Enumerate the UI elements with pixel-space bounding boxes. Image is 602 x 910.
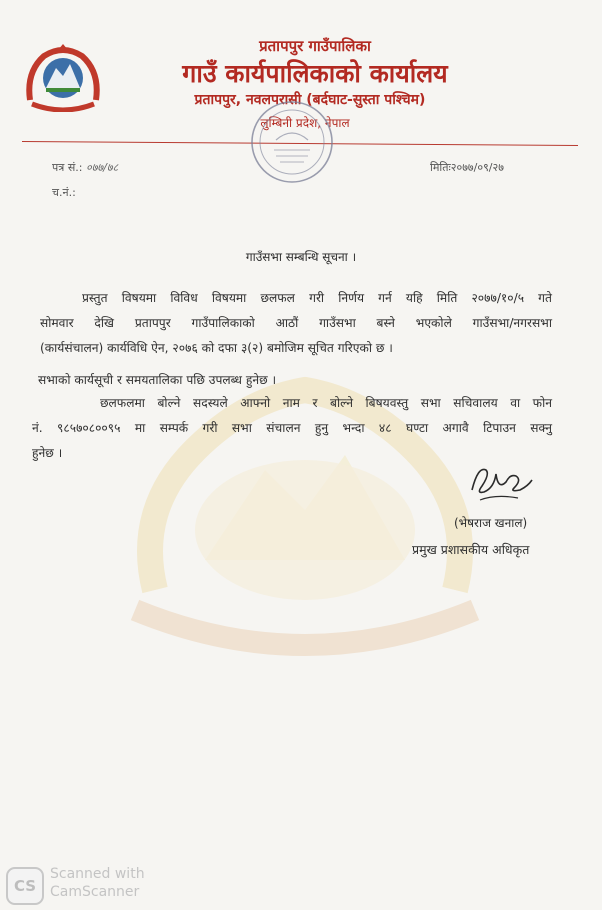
office-title: गाउँ कार्यपालिकाको कार्यालय — [182, 59, 448, 88]
notice-subject: गाउँसभा सम्बन्धि सूचना । — [245, 250, 357, 264]
scanner-app-name: CamScanner — [50, 884, 140, 900]
body-line: सोमवार देखि प्रतापपुर गाउँपालिकाको आठौं गाउँसभा बस्ने भएकोले गाउँसभा/नगरसभा — [40, 316, 552, 330]
body-line: हुनेछ । — [32, 446, 63, 460]
body-line: सभाको कार्यसूची र समयतालिका पछि उपलब्ध हुनेछ । — [38, 373, 277, 387]
municipality-name: प्रतापपुर गाउँपालिका — [259, 37, 371, 55]
office-address: प्रतापपुर, नवलपरासी (बर्दघाट-सुस्ता पश्चिम) — [194, 92, 426, 108]
body-line: छलफलमा बोल्ने सदस्यले आफ्नो नाम र बोल्ने बिषयवस्तु सभा सचिवालय वा फोन — [100, 396, 552, 410]
signature-icon — [466, 460, 536, 504]
body-line: नं. ९८५७०८००९५ मा सम्पर्क गरी सभा संचालन हुनु भन्दा ४८ घण्टा अगावै टिपाउन सक्नु — [32, 421, 552, 435]
reference-value: ०७७/७८ — [85, 161, 119, 174]
body-paragraph-3 — [32, 391, 552, 466]
province-line: लुम्बिनी प्रदेश, नेपाल — [260, 116, 350, 130]
office-seal-icon — [246, 96, 338, 188]
reference-number — [52, 160, 118, 175]
reference-label: पत्र सं.: — [52, 161, 83, 174]
signatory-name: (भेषराज खनाल) — [454, 516, 528, 530]
nepal-emblem-icon — [22, 42, 104, 112]
signatory-title: प्रमुख प्रशासकीय अधिकृत — [412, 542, 530, 557]
scanner-caption: Scanned with — [50, 866, 145, 882]
dispatch-number-label: च.नं.: — [52, 186, 76, 199]
body-paragraph-1 — [40, 286, 552, 361]
letter-date: मितिः२०७७/०९/२७ — [430, 161, 504, 174]
body-line: (कार्यसंचालन) कार्यविधि ऐन, २०७६ को दफा ३(२) बमोजिम सूचित गरिएको छ । — [40, 341, 393, 355]
body-paragraph-2 — [38, 368, 276, 393]
body-line: प्रस्तुत विषयमा विविध विषयमा छलफल गरी निर्णय गर्न यहि मिति २०७७/१०/५ गते — [82, 291, 552, 305]
camscanner-logo-icon: CS — [6, 867, 44, 905]
